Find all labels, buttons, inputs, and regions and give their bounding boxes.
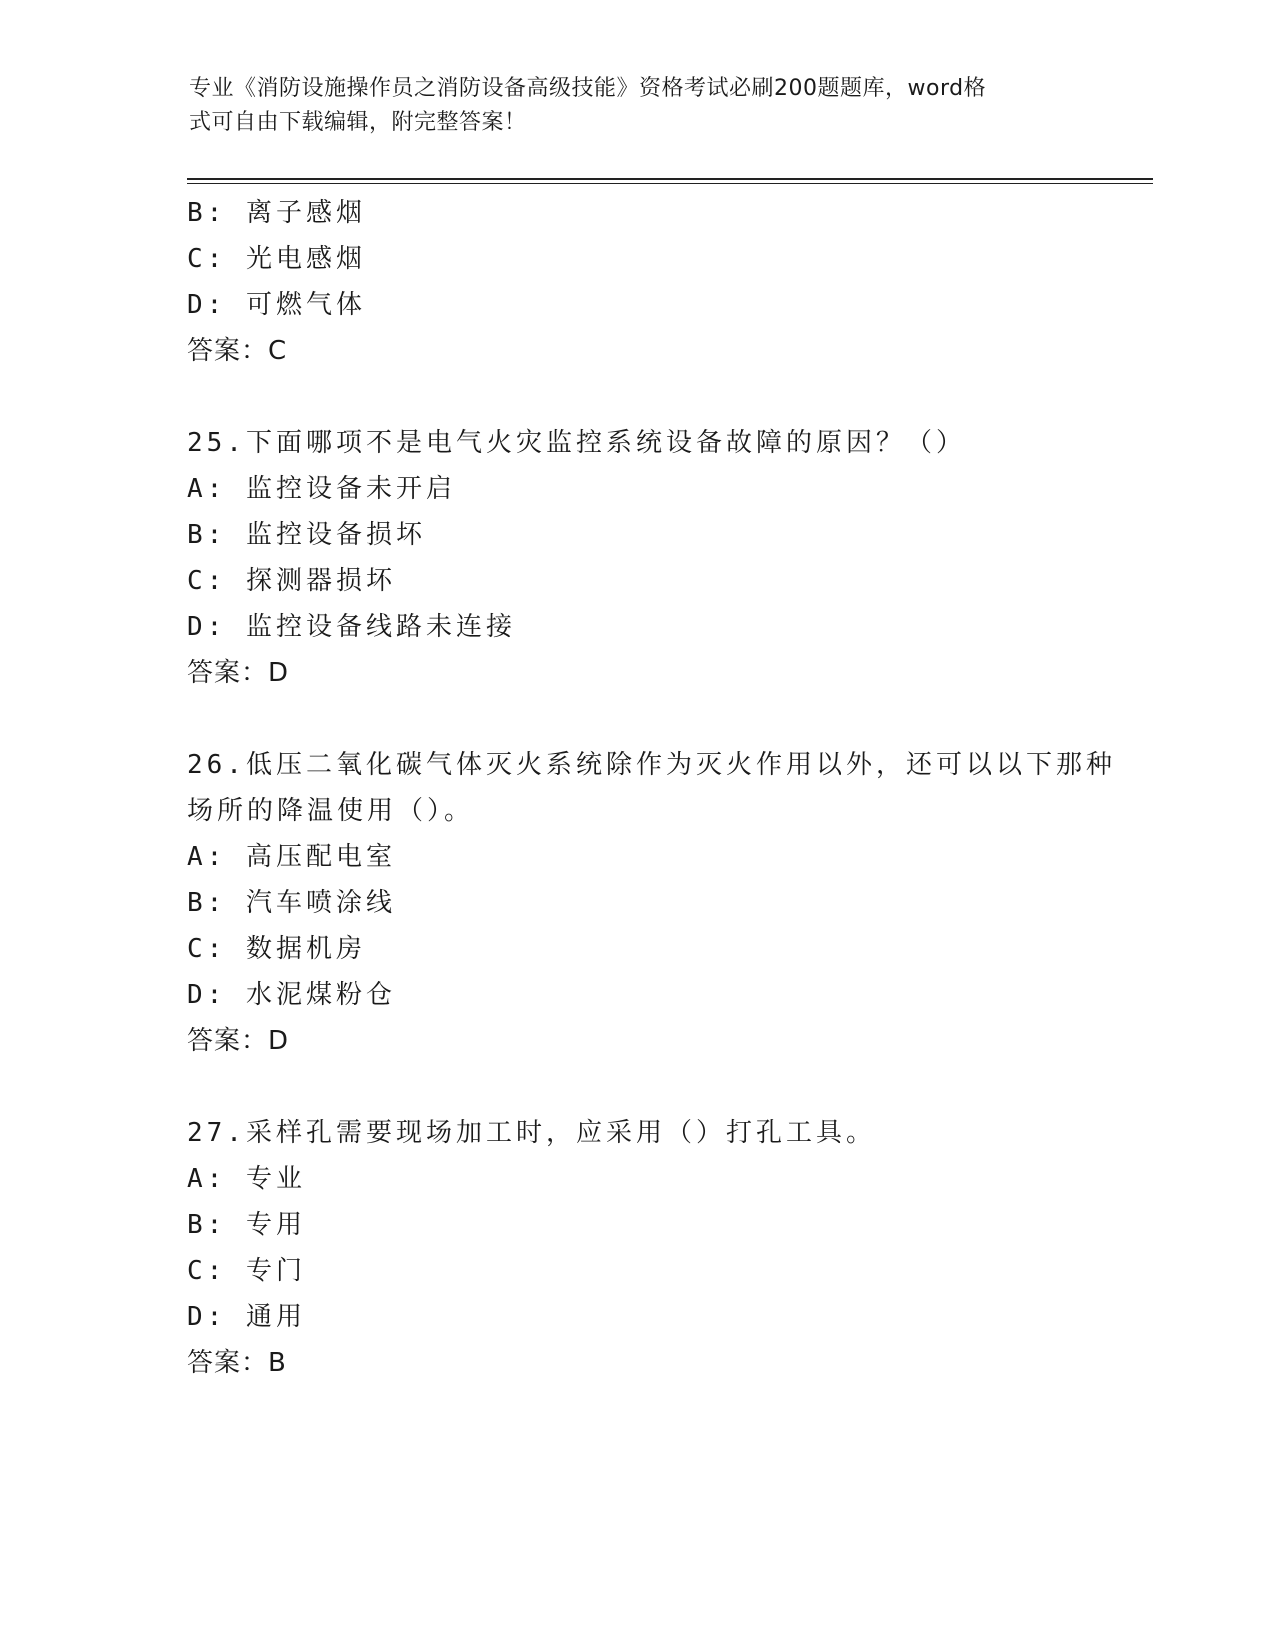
option-text: 通用 [245, 1302, 306, 1332]
option-key: C: [187, 934, 227, 964]
question-26 [187, 742, 1116, 1064]
option-key: B: [187, 198, 227, 228]
option-key: D: [187, 1302, 227, 1332]
option-text: 光电感烟 [245, 244, 366, 274]
option-key: A: [187, 1164, 227, 1194]
option-d [187, 282, 1087, 328]
option-key: C: [187, 1256, 227, 1286]
option-a [187, 466, 1087, 512]
header-divider-thin [187, 183, 1153, 184]
option-text: 汽车喷涂线 [245, 888, 396, 918]
option-d [187, 1294, 1087, 1340]
option-text: 监控设备线路未连接 [245, 612, 516, 642]
option-d [187, 604, 1087, 650]
option-c [187, 1248, 1087, 1294]
option-text: 专用 [245, 1210, 306, 1240]
header-line-1: 专业《消防设施操作员之消防设备高级技能》资格考试必刷200题题库，word格 [189, 76, 987, 101]
question-list [187, 190, 1116, 1386]
answer-line: 答案：B [187, 1348, 287, 1378]
answer-line: 答案：D [187, 1026, 290, 1056]
option-key: A: [187, 842, 227, 872]
option-key: B: [187, 1210, 227, 1240]
header-line-2: 式可自由下载编辑，附完整答案！ [189, 110, 527, 135]
header-divider-thick [187, 178, 1153, 180]
document-header [189, 72, 1069, 140]
question-stem: 25.下面哪项不是电气火灾监控系统设备故障的原因？（） [187, 428, 966, 458]
option-key: D: [187, 980, 227, 1010]
option-a [187, 1156, 1087, 1202]
option-d [187, 972, 1087, 1018]
question-stem: 27.采样孔需要现场加工时，应采用（）打孔工具。 [187, 1118, 876, 1148]
option-b [187, 880, 1087, 926]
option-key: A: [187, 474, 227, 504]
option-text: 专业 [245, 1164, 306, 1194]
question-24-continued [187, 190, 1087, 374]
question-27 [187, 1110, 1087, 1386]
option-text: 专门 [245, 1256, 306, 1286]
option-c [187, 236, 1087, 282]
question-25 [187, 420, 1087, 696]
option-key: B: [187, 888, 227, 918]
option-text: 高压配电室 [245, 842, 396, 872]
option-key: C: [187, 244, 227, 274]
option-text: 离子感烟 [245, 198, 366, 228]
option-b [187, 512, 1087, 558]
option-text: 监控设备损坏 [245, 520, 426, 550]
option-key: B: [187, 520, 227, 550]
answer-line: 答案：D [187, 658, 290, 688]
option-text: 可燃气体 [245, 290, 366, 320]
question-stem: 26.低压二氧化碳气体灭火系统除作为灭火作用以外，还可以以下那种 [187, 750, 1116, 780]
option-text: 数据机房 [245, 934, 366, 964]
option-key: D: [187, 290, 227, 320]
option-text: 监控设备未开启 [245, 474, 456, 504]
option-key: C: [187, 566, 227, 596]
option-c [187, 926, 1087, 972]
answer-line: 答案：C [187, 336, 288, 366]
question-stem-continued: 场所的降温使用（）。 [187, 796, 475, 826]
option-text: 水泥煤粉仓 [245, 980, 396, 1010]
option-a [187, 834, 1087, 880]
option-b [187, 1202, 1087, 1248]
option-b [187, 190, 1087, 236]
option-c [187, 558, 1087, 604]
option-text: 探测器损坏 [245, 566, 396, 596]
option-key: D: [187, 612, 227, 642]
